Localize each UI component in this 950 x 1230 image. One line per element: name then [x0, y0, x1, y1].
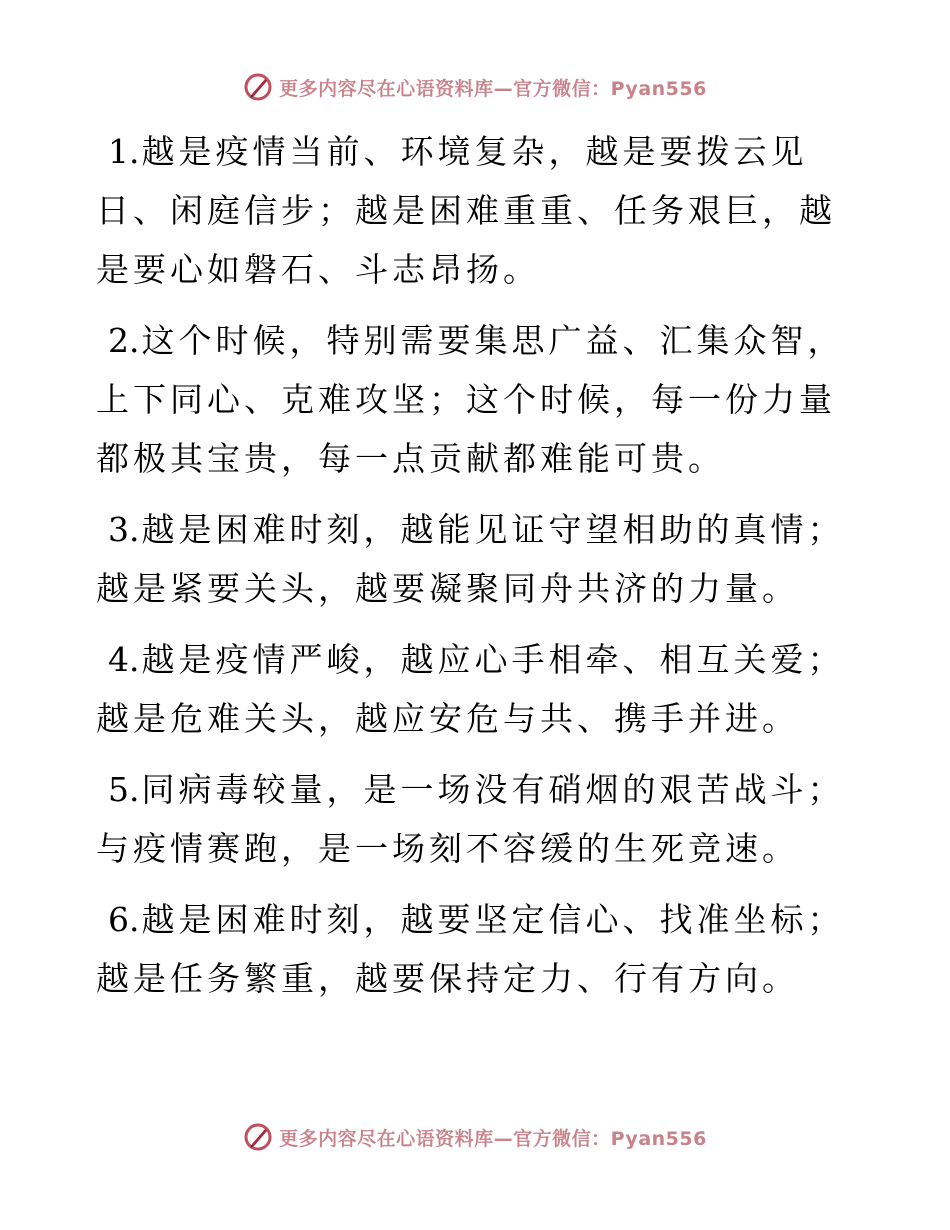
- item-text: 同病毒较量，是一场没有硝烟的艰苦战斗；与疫情赛跑，是一场刻不容缓的生死竞速。: [96, 770, 845, 868]
- list-item: [96, 630, 866, 748]
- header-banner-text: 更多内容尽在心语资料库—官方微信：Pyan556: [279, 77, 707, 100]
- item-number: 4.: [108, 640, 140, 679]
- item-text: 越是疫情当前、环境复杂，越是要拨云见日、闲庭信步；越是困难重重、任务艰巨，越是要心如磐石、斗志昂扬。: [96, 132, 836, 289]
- list-item: [96, 500, 866, 618]
- item-number: 6.: [108, 900, 140, 939]
- footer-banner: [0, 1122, 950, 1152]
- item-number: 3.: [108, 510, 140, 549]
- document-body: [96, 122, 866, 1020]
- footer-banner-text: 更多内容尽在心语资料库—官方微信：Pyan556: [279, 1127, 707, 1150]
- list-item: [96, 760, 866, 878]
- item-text: 越是困难时刻，越要坚定信心、找准坐标；越是任务繁重，越要保持定力、行有方向。: [96, 900, 845, 998]
- item-number: 5.: [108, 770, 140, 809]
- item-text: 这个时候，特别需要集思广益、汇集众智，上下同心、克难攻坚；这个时候，每一份力量都极其宝贵，每一点贡献都难能可贵。: [96, 321, 845, 478]
- quill-pen-logo-icon: [243, 72, 273, 102]
- quill-pen-logo-icon: [243, 1122, 273, 1152]
- list-item: [96, 311, 866, 488]
- list-item: [96, 890, 866, 1008]
- item-number: 1.: [108, 132, 140, 171]
- item-text: 越是疫情严峻，越应心手相牵、相互关爱；越是危难关头，越应安危与共、携手并进。: [96, 640, 845, 738]
- item-text: 越是困难时刻，越能见证守望相助的真情；越是紧要关头，越要凝聚同舟共济的力量。: [96, 510, 845, 608]
- header-banner: [0, 72, 950, 102]
- list-item: [96, 122, 866, 299]
- item-number: 2.: [108, 321, 140, 360]
